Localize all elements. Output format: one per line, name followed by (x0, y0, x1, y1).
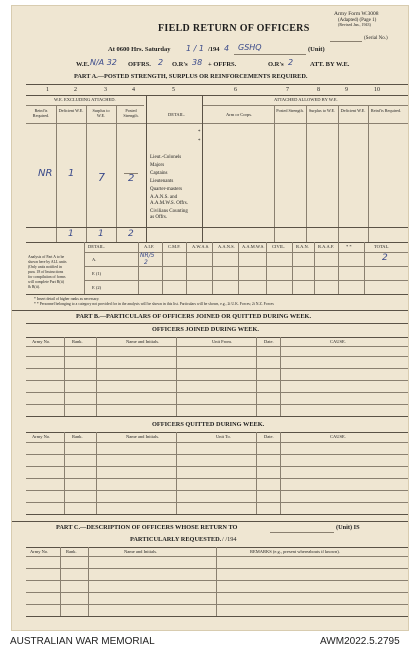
serial-label: (Serial No.) (364, 36, 388, 41)
head-surplus-right: Surplus to W.E. (308, 108, 336, 113)
analysis-detail-head: DETAIL. (88, 244, 106, 249)
part-c-col-army-no: Army No. (30, 549, 49, 554)
quitted-col-unit-to: Unit To. (216, 434, 231, 439)
joined-col-army-no: Army No. (32, 339, 51, 344)
form-id-line3: (Revised Jan., 1943) (338, 22, 371, 27)
analysis-col-raaf: R.A.A.F. (318, 244, 335, 249)
analysis-row-a: A. (92, 257, 97, 262)
footer-right: AWM2022.5.2795 (320, 636, 400, 647)
col-number-10: 10 (374, 87, 380, 93)
we-label: W.E. (76, 61, 90, 68)
quitted-col-army-no: Army No. (32, 434, 51, 439)
joined-col-cause: CAUSE. (330, 339, 346, 344)
offrs-handwritten: 2 (158, 58, 164, 67)
joined-col-rank: Rank. (72, 339, 83, 344)
col-number-8: 8 (317, 87, 320, 93)
analysis-intro-2: shown here by ALL units (28, 260, 67, 264)
col-number-2: 2 (74, 87, 77, 93)
rank-lieutenants: Lieutenants (150, 179, 174, 184)
analysis-col-awas: A.W.A.S. (192, 244, 210, 249)
analysis-intro-7: & B(ii). (28, 285, 41, 289)
unit-handwritten: GSHQ (238, 43, 262, 52)
analysis-row-e1: E (1) (92, 271, 102, 276)
head-deficient-left: Deficient W.E. (58, 108, 84, 113)
quitted-col-date: Date. (264, 434, 274, 439)
col-number-7: 7 (286, 87, 289, 93)
hand-surplus-7: 7 (98, 171, 105, 184)
attached-allowed-label: ATTACHED ALLOWED BY W.E. (274, 97, 338, 102)
rank-aans: A.A.N.S. and (150, 195, 178, 200)
analysis-col-civil: CIVIL. (272, 244, 286, 249)
year-label: /194 (208, 46, 220, 53)
joined-title: OFFICERS JOINED DURING WEEK. (152, 326, 259, 333)
head-surplus-left: Surplus to W.E. (92, 108, 110, 118)
analysis-col-total: TOTAL. (374, 244, 390, 249)
part-a-heading: PART A.—POSTED STRENGTH, SURPLUS OR REINFORCEMENTS REQUIRED. (74, 73, 308, 80)
head-posted-right: Posted Strength. (276, 108, 304, 113)
analysis-intro-3: (Only units notified in (28, 265, 62, 269)
form-title: FIELD RETURN OF OFFICERS (158, 23, 310, 34)
analysis-intro-5: for compilation of forms (28, 275, 66, 279)
analysis-col-cmf: C.M.F. (168, 244, 181, 249)
part-b-heading: PART B.—PARTICULARS OF OFFICERS JOINED OR QUITTED DURING WEEK. (76, 313, 312, 320)
part-c-col-name: Name and Initials. (124, 549, 158, 554)
analysis-col-aans: A.A.N.S. (218, 244, 235, 249)
analysis-intro-1: Analysis of Part A to be (28, 255, 65, 259)
col-number-1: 1 (46, 87, 49, 93)
note-higher-ranks: * Insert detail of higher ranks as necessary. (34, 297, 100, 301)
hand-aif-2: 2 (144, 259, 148, 266)
total-surplus: 1 (98, 229, 104, 239)
hand-nr: NR (38, 168, 53, 179)
analysis-row-e2: E (2) (92, 285, 102, 290)
part-c-col-rank: Rank. (66, 549, 77, 554)
joined-col-name: Name and Initials. (126, 339, 160, 344)
rank-majors: Majors (150, 163, 165, 168)
col-number-4: 4 (132, 87, 135, 93)
footer-left: AUSTRALIAN WAR MEMORIAL (10, 636, 155, 647)
joined-col-unit-from: Unit From. (212, 339, 233, 344)
hand-total: 2 (382, 253, 388, 263)
quitted-title: OFFICERS QUITTED DURING WEEK. (152, 421, 265, 428)
at-line: At 0600 Hrs. Saturday (108, 46, 171, 53)
col-number-6: 6 (234, 87, 237, 93)
arm-corps-label: Arm or Corps. (226, 112, 253, 117)
analysis-col-other: * * (346, 244, 352, 249)
unit-label: (Unit) (308, 46, 325, 53)
ors2-handwritten: 2 (288, 58, 294, 67)
we-excluding-attached-label: W.E. EXCLUDING ATTACHED. (54, 97, 116, 102)
quitted-col-rank: Rank. (72, 434, 83, 439)
head-reinf-left: Reinf'ts Required. (32, 108, 50, 118)
ors-handwritten: 38 (192, 58, 203, 67)
head-posted-left: Posted Strength. (123, 108, 139, 118)
ors2-label: O.R's (268, 61, 284, 68)
col-number-3: 3 (104, 87, 107, 93)
note-personnel: * * Personnel belonging to a category not provided for in the analysis will be shown in this list. Particulars will be shown, e.g., 2i U.K. Forces; 2i N.Z. Forces (34, 302, 274, 306)
joined-col-date: Date. (264, 339, 274, 344)
part-c-heading-c: PARTICULARLY REQUESTED. (130, 536, 222, 543)
analysis-intro-6: will complete Part B(ii) (28, 280, 64, 284)
col-number-9: 9 (345, 87, 348, 93)
rank-civilians-2: as Offrs. (150, 215, 168, 220)
form-id-line2: (Adapted) (Page 1) (338, 18, 377, 23)
rank-lieut-colonels: Lieut.-Colonels (150, 155, 182, 160)
part-c-col-remarks: REMARKS (e.g., present whereabouts if known). (250, 549, 340, 554)
total-deficient: 1 (68, 229, 74, 239)
ors-label: O.R's (172, 61, 188, 68)
year-handwritten: 4 (224, 44, 230, 53)
hand-posted-2: 2 (128, 173, 135, 184)
plus-offrs-label: + OFFRS. (208, 61, 237, 68)
analysis-col-aamws: A.A.M.W.S. (242, 244, 265, 249)
att-label: ATT. BY W.E. (310, 61, 350, 68)
analysis-col-aif: A.I.F. (144, 244, 155, 249)
form-id-line1: Army Form W.3008 (334, 11, 379, 17)
rank-aamws: A.A.M.W.S. Offrs. (150, 201, 188, 206)
head-deficient-right: Deficient W.E. (340, 108, 366, 113)
part-c-heading-d: / /194 (222, 536, 237, 543)
we-handwritten: N/A 32 (90, 58, 117, 67)
part-c-heading-a: PART C.—DESCRIPTION OF OFFICERS WHOSE RETURN TO (56, 524, 238, 531)
offrs-label: OFFRS. (128, 61, 151, 68)
quitted-col-cause: CAUSE. (330, 434, 346, 439)
form-sheet: Army Form W.3008 (Adapted) (Page 1) (Revised Jan., 1943) FIELD RETURN OF OFFICERS (Serial No.) At 0600 Hrs. Saturday 1 / 1 /194 4 GSHQ (Unit) W.E. N/A 32 OFFRS. 2 O.R's 38 + OFFRS. O.R's 2 ATT. BY W.E. PART A.—POSTED STRENGTH, SURPLUS OR REINFORCEMENTS REQUIRED. 1 2 3 4 5 6 7 8 9 10 W.E. EXCLUDING ATTACHED. ATTACHED ALLOWED BY W.E. Reinf'ts Required. Deficient W.E. Surplus to W.E. Posted Strength. DETAIL. Arm or Corps. Posted Strength. Surplus to W.E. Deficient W.E. Reinf'ts Required. * * Lieut.-Colonels Majors Captains Lieutenants Quarter-masters A.A.N.S. and A.A.M.W.S. Offrs. Civilians Counting as Offrs. NR 1 7 2 1 1 2 DETAIL. A.I.F. C.M.F. A.W.A.S. A.A.N.S. A.A.M.W.S. CIVIL. R.A.N. R.A.A.F. * * TOTAL. Analysis of Part A to be shown here by ALL units (Only units notified in para. 18 of Instructions for compilation of forms will complete Part B(ii) & B(ii). A. E (1) E (2) NR/5 2 2 * Insert detail of higher ranks as necessary. * * Personnel belonging to a category not provided for in the analysis will be shown in this list. Particulars will be shown, e.g., 2i U.K. Forces; 2i N.Z. Forces PART B.—PARTICULARS OF OFFICERS JOINED OR QUITTED DURING WEEK. OFFICERS JOINED DURING WEEK. Army No. Rank. Name and Initials. Unit From. Date. CAUSE. OFFICERS QUITTED DURING WEEK. Army No. Rank. Name and Initials. Unit To. Date. CAUSE. PART C.—DESCRIPTION OF OFFICERS WHOSE RETURN TO (Unit) IS PARTICULARLY REQUESTED. / /194 Army No. Rank. Name and Initials. REMARKS (e.g., present whereabouts if known). (12, 6, 408, 630)
total-posted: 2 (128, 229, 134, 239)
rank-quartermasters: Quarter-masters (150, 187, 183, 192)
head-reinf-right: Reinf'ts Required. (370, 108, 402, 113)
col-number-5: 5 (172, 87, 175, 93)
rank-civilians: Civilians Counting (150, 209, 188, 214)
analysis-col-ran: R.A.N. (296, 244, 309, 249)
at-date-handwritten: 1 / 1 (186, 44, 204, 53)
quitted-col-name: Name and Initials. (126, 434, 160, 439)
detail-label: DETAIL. (168, 112, 186, 117)
part-c-heading-b: (Unit) IS (336, 524, 360, 531)
hand-aif-1: NR/5 (140, 252, 155, 259)
analysis-intro-4: para. 18 of Instructions (28, 270, 64, 274)
rank-captains: Captains (150, 171, 168, 176)
hand-deficient-1: 1 (68, 168, 75, 179)
